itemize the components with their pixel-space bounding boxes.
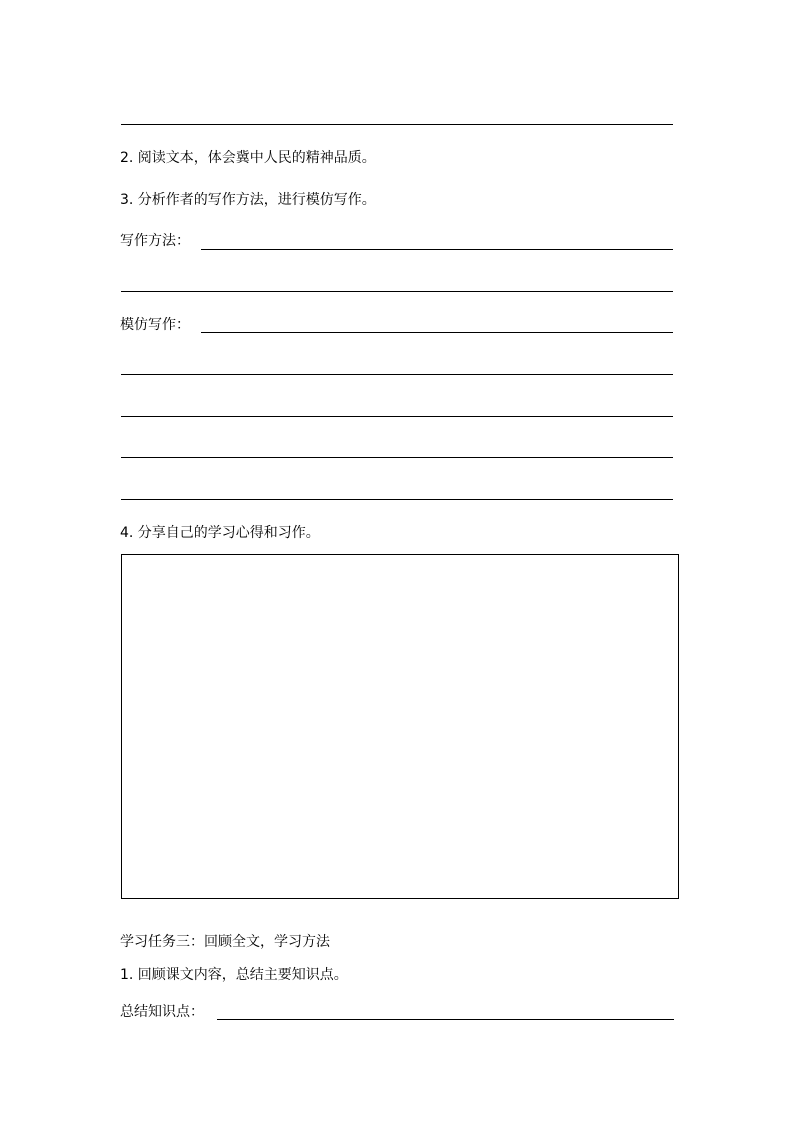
writing-method-line-2[interactable] xyxy=(121,291,673,292)
writing-method-line[interactable] xyxy=(201,249,673,250)
sharing-answer-box[interactable] xyxy=(121,554,679,899)
task-3-heading: 学习任务三：回顾全文，学习方法 xyxy=(120,934,330,950)
imitation-writing-line-3[interactable] xyxy=(121,416,673,417)
question-4: 4. 分享自己的学习心得和习作。 xyxy=(120,525,320,541)
summary-label: 总结知识点： xyxy=(120,1004,204,1020)
imitation-writing-label: 模仿写作： xyxy=(120,317,190,333)
imitation-writing-line-5[interactable] xyxy=(121,499,673,500)
imitation-writing-line-4[interactable] xyxy=(121,457,673,458)
answer-line-top[interactable] xyxy=(121,124,673,125)
writing-method-label: 写作方法： xyxy=(120,233,190,249)
question-2: 2. 阅读文本，体会冀中人民的精神品质。 xyxy=(120,150,376,166)
imitation-writing-line[interactable] xyxy=(201,332,673,333)
imitation-writing-line-2[interactable] xyxy=(121,374,673,375)
task-3-question-1: 1. 回顾课文内容，总结主要知识点。 xyxy=(120,967,348,983)
question-3: 3. 分析作者的写作方法，进行模仿写作。 xyxy=(120,192,376,208)
summary-line[interactable] xyxy=(217,1019,674,1020)
